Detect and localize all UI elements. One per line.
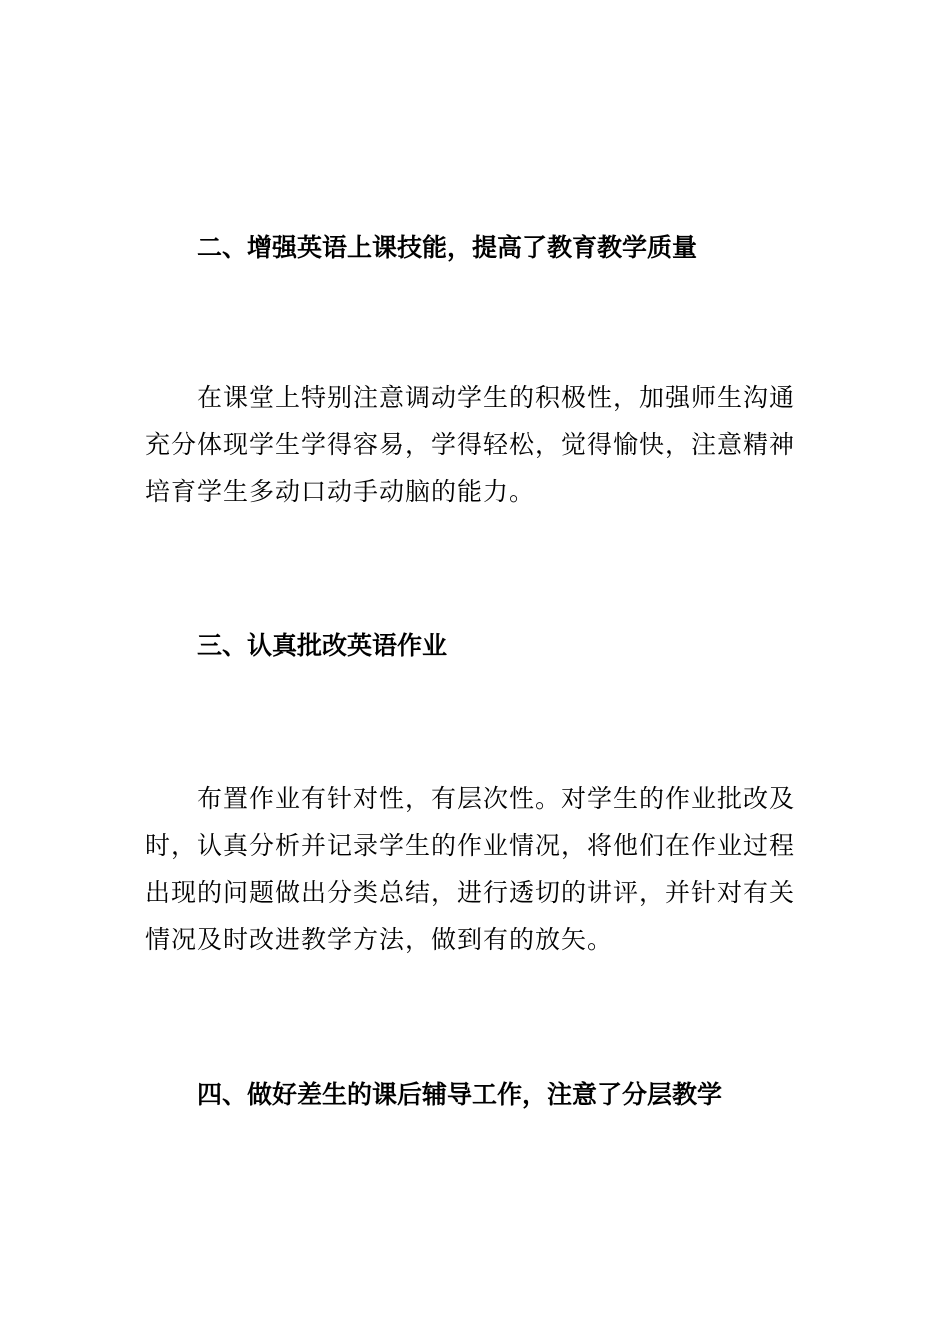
paragraph-line: 充分体现学生学得容易，学得轻松，觉得愉快，注意精神 — [145, 430, 796, 459]
paragraph-line: 培育学生多动口动手动脑的能力。 — [145, 477, 536, 506]
section-heading-2: 二、增强英语上课技能，提高了教育教学质量 — [197, 233, 698, 262]
section-paragraph-3 — [145, 775, 805, 963]
paragraph-line: 布置作业有针对性，有层次性。对学生的作业批改及 — [197, 784, 796, 813]
paragraph-line: 在课堂上特别注意调动学生的积极性，加强师生沟通 — [197, 383, 796, 412]
section-heading-3: 三、认真批改英语作业 — [197, 631, 448, 660]
section-paragraph-2 — [145, 374, 805, 515]
paragraph-line: 出现的问题做出分类总结，进行透切的讲评，并针对有关 — [145, 878, 796, 907]
paragraph-line: 时，认真分析并记录学生的作业情况，将他们在作业过程 — [145, 831, 796, 860]
paragraph-line: 情况及时改进教学方法，做到有的放矢。 — [145, 925, 614, 954]
section-heading-4: 四、做好差生的课后辅导工作，注意了分层教学 — [197, 1080, 723, 1109]
